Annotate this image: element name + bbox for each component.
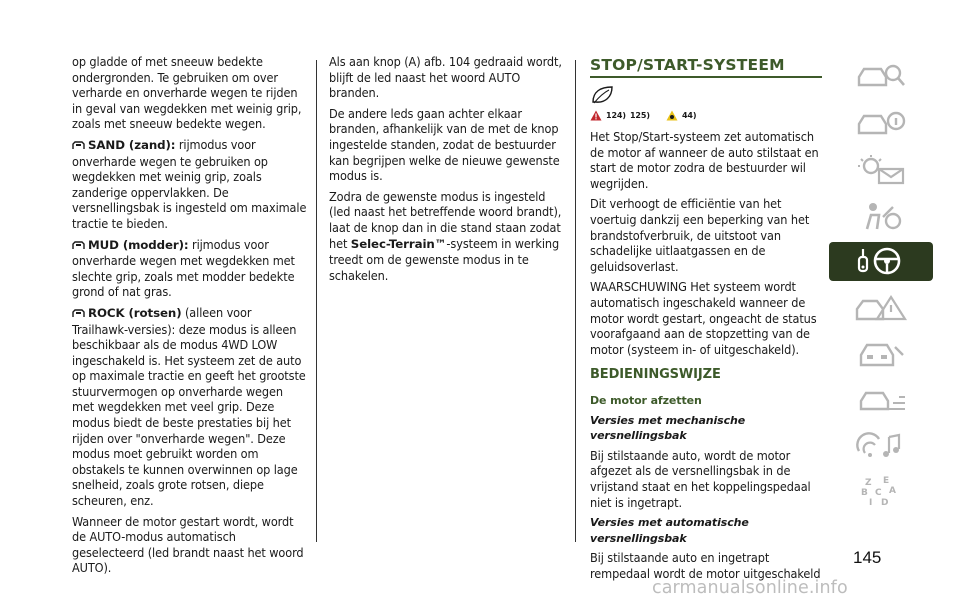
paragraph-leds: De andere leds gaan achter elkaar branden, afhankelijk van de met de knop ingestelde standen, zodat de bestuurder kan begrijpen welke de nieuwe gewenste modus is. <box>329 105 560 184</box>
jeep-icon <box>72 309 85 318</box>
sand-text: rijmodus voor onverharde wegen te gebruiken op wegdekken met weinig grip, zoals zanderige oppervlakken. De versnellingsbak is ingesteld om maximale tractie te bieden. <box>72 136 307 231</box>
rock-label: ROCK (rotsen) <box>88 305 182 320</box>
warning-icon <box>590 110 602 121</box>
tab-service[interactable] <box>829 334 933 373</box>
paragraph-snow: op gladde of met sneeuw bedekte ondergronden. Te gebruiken om over verharde en onverharde wegen te rijden in geval van wegdekken met weinig grip, zoals met sneeuw bedekte wegen. <box>72 54 302 132</box>
paragraph-auto: Wanneer de motor gestart wordt, wordt de AUTO-modus automatisch geselecteerd (led brandt naast het woord AUTO). <box>72 513 304 576</box>
selec-terrain-label: Selec-Terrain™ <box>350 236 447 251</box>
jeep-icon <box>72 141 85 150</box>
paragraph-selec-terrain: Zodra de gewenste modus is ingesteld (led naast het betreffende woord brandt), laat de knop dan in die stand staan zodat het Selec-Terrain™-systeem in werking treedt om de gewenste modus in te schakelen. <box>329 188 562 283</box>
tab-index[interactable] <box>829 472 933 511</box>
sand-label: SAND (zand): <box>88 137 176 152</box>
note-124: 124) <box>606 110 626 120</box>
safety-person-icon <box>853 199 909 231</box>
mud-text: rijmodus voor onverharde wegen met wegdekken met slechte grip, zoals met modder bedekte grond of nat gras. <box>72 236 295 300</box>
paragraph-manual: Bij stilstaande auto, wordt de motor afgezet als de versnellingsbak in de vrijstand staat en het koppelingspedaal niet is ingetrapt. <box>590 447 811 510</box>
column-divider-2 <box>575 60 576 542</box>
paragraph-intro: Het Stop/Start-systeem zet automatisch de motor af wanneer de auto stilstaat en start de motor zodra de bestuurder wil wegrijden. <box>590 129 819 191</box>
svg-text:B: B <box>861 488 868 499</box>
paragraph-automatic: Bij stilstaande auto en ingetrapt rempedaal wordt de motor uitgeschakeld <box>590 550 821 581</box>
key-steering-wheel-icon <box>853 245 909 277</box>
tab-emergency[interactable] <box>829 288 933 327</box>
svg-text:I: I <box>869 498 873 508</box>
svg-text:C: C <box>875 488 882 499</box>
tab-multimedia[interactable] <box>829 426 933 465</box>
tab-lights-messages[interactable] <box>829 150 933 189</box>
caution-icon <box>666 110 678 121</box>
sub-subheading: De motor afzetten <box>590 394 702 407</box>
chapter-sidebar <box>829 58 933 518</box>
svg-text:Z: Z <box>865 478 872 489</box>
lights-message-icon <box>853 153 909 185</box>
paragraph-mud <box>72 237 308 300</box>
section-heading: STOP/START-SYSTEEM <box>590 56 785 74</box>
index-letters-icon <box>853 475 909 507</box>
tab-starting-driving[interactable] <box>829 242 933 281</box>
service-car-icon <box>853 337 909 369</box>
paragraph-knob: Als aan knop (A) afb. 104 gedraaid wordt, blijft de led naast het woord AUTO branden. <box>329 54 562 101</box>
car-search-icon <box>853 61 909 93</box>
column-divider-1 <box>316 60 317 542</box>
reference-notes <box>590 108 826 124</box>
jeep-icon <box>72 241 85 250</box>
subsection-heading: BEDIENINGSWIJZE <box>590 367 721 383</box>
column-1 <box>72 54 308 581</box>
car-info-icon <box>853 107 909 139</box>
note-44: 44) <box>681 110 697 120</box>
paragraph-sand <box>72 137 308 232</box>
automatic-gearbox-heading: Versies met automatische versnellingsbak <box>590 516 749 545</box>
mud-label: MUD (modder): <box>88 237 189 252</box>
paragraph-efficiency: Dit verhoogt de efficiëntie van het voertuig dankzij een beperking van het brandstofverbruik, de uitstoot van schadelijke uitlaatgassen en de geluidsoverlast. <box>590 196 810 274</box>
tab-car-search[interactable] <box>829 58 933 97</box>
manual-gearbox-heading: Versies met mechanische versnellingsbak <box>590 413 746 443</box>
note-125: 125) <box>629 110 650 120</box>
column-2 <box>329 54 565 288</box>
paragraph-rock <box>72 305 308 509</box>
page-number: 145 <box>853 548 882 567</box>
tab-safety[interactable] <box>829 196 933 235</box>
rock-text: (alleen voor Trailhawk-versies): deze modus is alleen beschikbaar als de modus 4WD LOW ingeschakeld is. Het systeem zet de auto op maximale tractie en geeft het grootste stuurvermogen op onverharde wegen met wegdekken met veel grip. Deze modus biedt de beste prestaties bij het rijden over "onverharde wegen". Deze modus moet gebruikt worden om obstakels te kunnen overwinnen op lage snelheid, zoals grote rotsen, diepe scheuren, enz. <box>72 304 306 509</box>
heading-rule <box>590 76 822 78</box>
watermark: carmanualsonline.info <box>652 578 848 598</box>
svg-text:E: E <box>883 476 890 487</box>
paragraph-warning: WAARSCHUWING Het systeem wordt automatisch ingeschakeld wanneer de motor wordt gestart, ongeacht de status voorafgaand aan de stopzetting van de motor (systeem in- of uitgeschakeld). <box>590 279 817 357</box>
eco-leaf-icon <box>590 84 616 106</box>
tab-technical-data[interactable] <box>829 380 933 419</box>
multimedia-icon <box>853 429 909 461</box>
technical-data-icon <box>853 383 909 415</box>
column-3 <box>590 56 826 587</box>
tab-car-info[interactable] <box>829 104 933 143</box>
emergency-car-icon <box>853 291 909 323</box>
svg-text:A: A <box>889 486 896 497</box>
svg-text:D: D <box>881 498 889 508</box>
